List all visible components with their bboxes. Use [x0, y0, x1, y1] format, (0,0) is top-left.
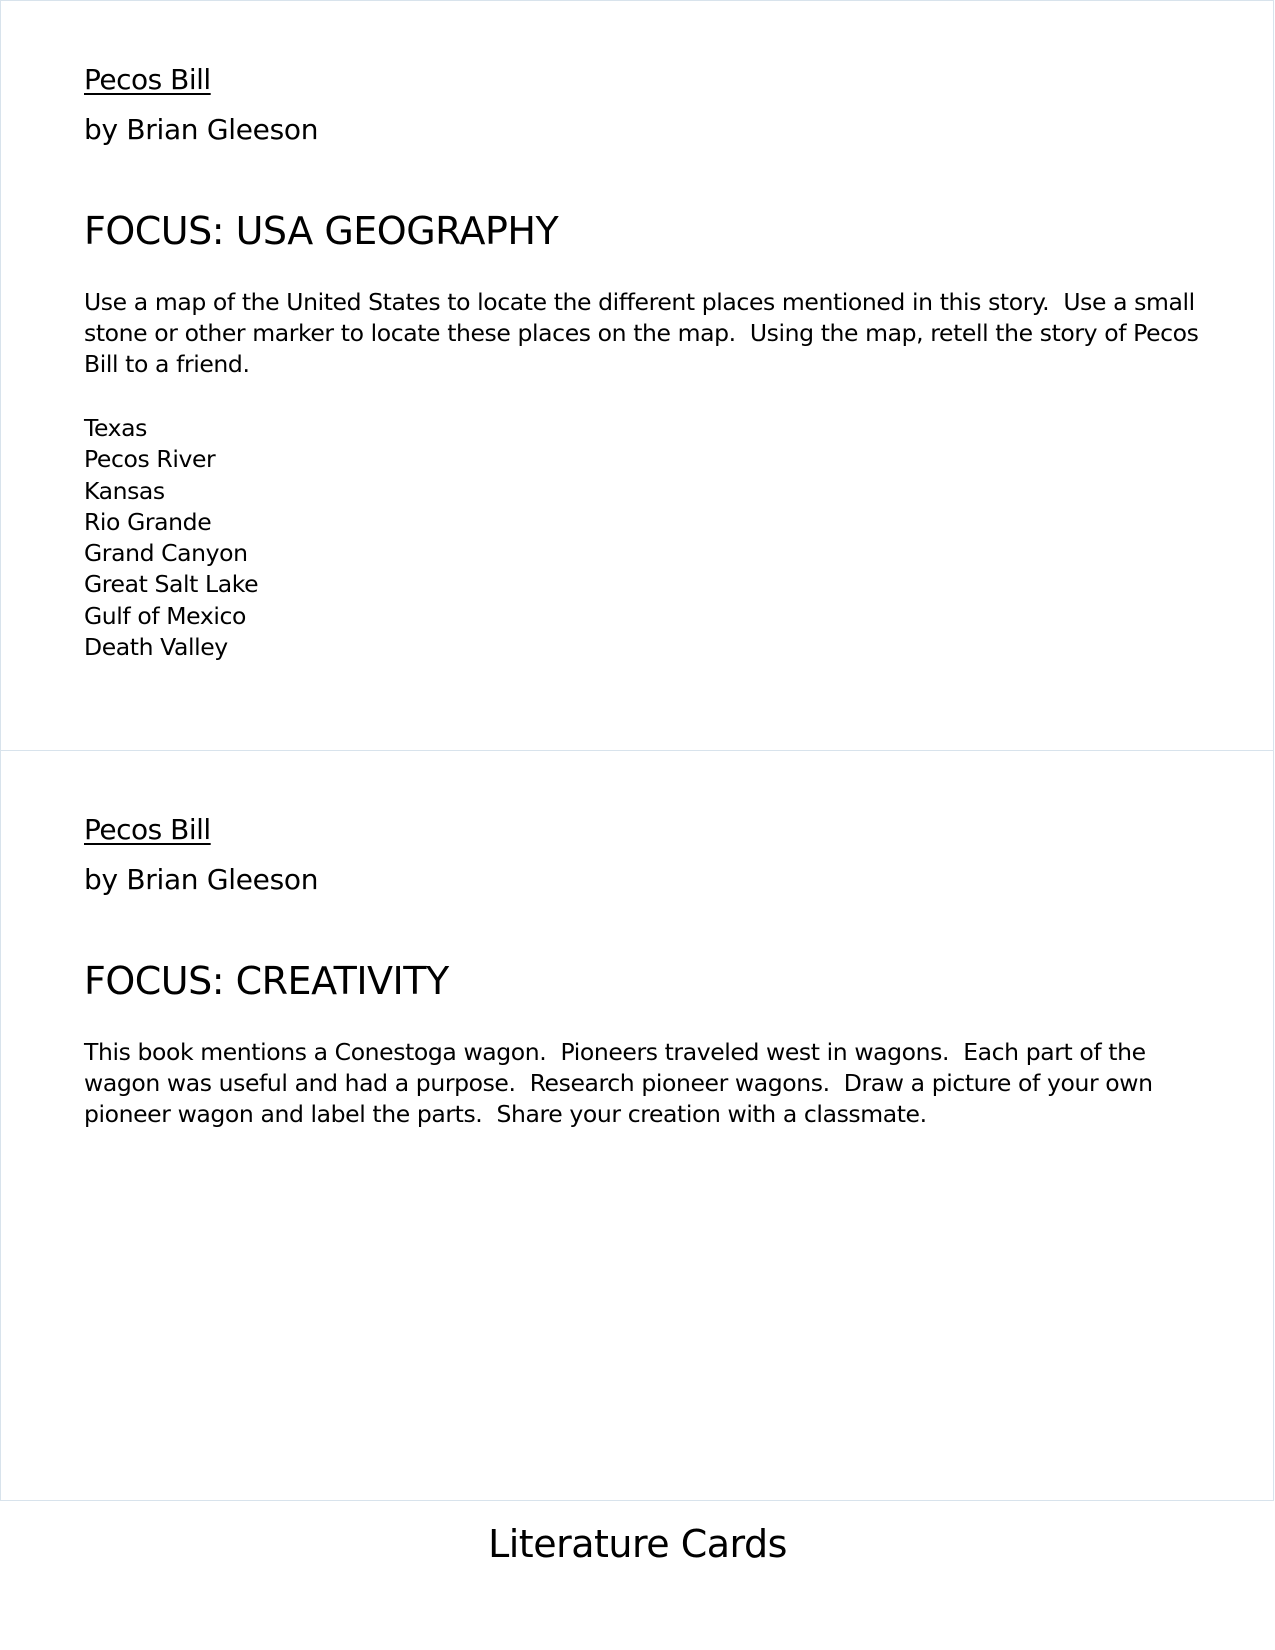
- place-item: Death Valley: [84, 633, 228, 662]
- place-item: Grand Canyon: [84, 539, 248, 568]
- card-instructions: This book mentions a Conestoga wagon. Pioneers traveled west in wagons. Each part of the wagon was useful and had a purpose. Research pioneer wagons. Draw a picture of your own pioneer wagon and label the parts. Share your creation with a classmate.: [84, 1038, 1160, 1128]
- footer-title: Literature Cards: [488, 1522, 787, 1566]
- focus-heading: FOCUS: USA GEOGRAPHY: [84, 209, 559, 253]
- book-author: by Brian Gleeson: [84, 113, 319, 146]
- place-item: Great Salt Lake: [84, 570, 259, 599]
- place-item: Texas: [84, 414, 147, 442]
- place-item: Gulf of Mexico: [84, 601, 246, 630]
- literature-card-creativity: [0, 750, 1274, 1501]
- book-author: by Brian Gleeson: [84, 863, 319, 896]
- place-item: Pecos River: [84, 445, 216, 474]
- card-instructions: Use a map of the United States to locate the different places mentioned in this story. Use a small stone or other marker to locate these places on the map. Using the map, retell the story of Pecos Bill to a friend.: [84, 288, 1206, 378]
- places-list: [84, 413, 258, 663]
- book-title: Pecos Bill: [84, 813, 211, 846]
- literature-card-geography: [0, 0, 1274, 751]
- focus-heading: FOCUS: CREATIVITY: [84, 959, 449, 1003]
- place-item: Rio Grande: [84, 507, 212, 536]
- place-item: Kansas: [84, 476, 165, 505]
- book-title: Pecos Bill: [84, 63, 211, 96]
